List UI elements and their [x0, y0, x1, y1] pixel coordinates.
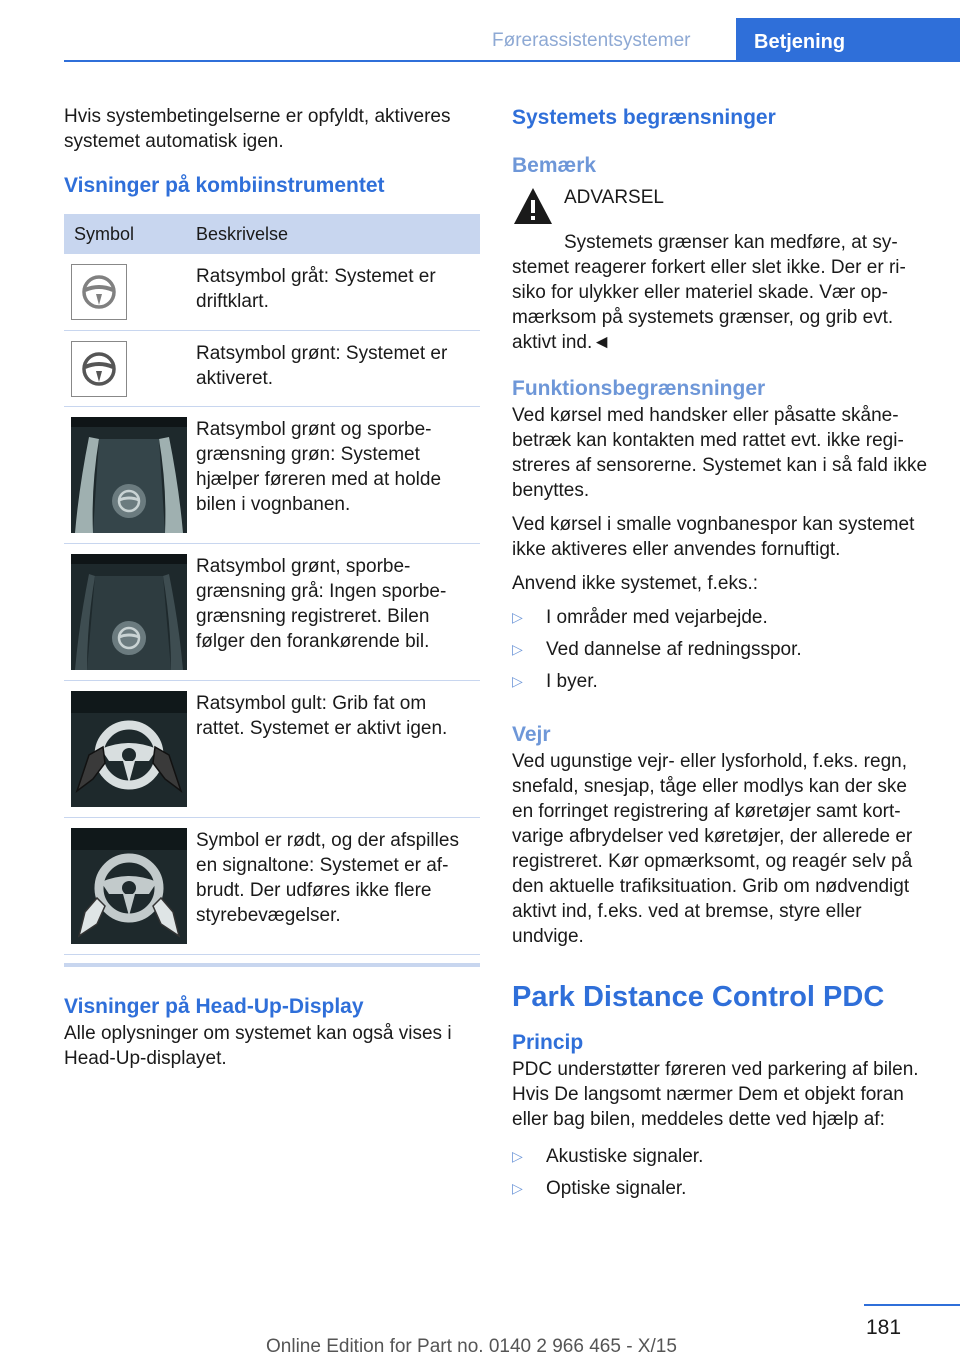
table-row	[64, 680, 480, 817]
list-item: ▷ Ved dannelse af redningsspor.	[512, 639, 802, 660]
warning-text: Systemets grænser kan medføre, at systemet reagerer forkert eller slet ikke. Der er risiko for ulykker eller materiel skade. Vær opmærksom på systemets grænser, og grib evt. aktivt ind.◄	[512, 232, 906, 353]
warning-box	[512, 184, 932, 226]
row-desc: Ratsymbol grønt, sporbegrænsning grå: Ingen sporbegrænsning registreret. Bilen følger den forankørende bil.	[188, 543, 480, 680]
list-item: ▷ I byer.	[512, 671, 598, 692]
steering-wheel-grey-icon	[71, 264, 127, 320]
row-desc: Symbol er rødt, og der afspilles en signaltone: Systemet er afbrudt. Der udføres ikke flere styrebevægelser.	[188, 817, 480, 954]
table-row	[64, 543, 480, 680]
intro-paragraph: Hvis systembetingelserne er opfyldt, aktiveres systemet automatisk igen.	[64, 106, 451, 152]
table-row	[64, 817, 480, 954]
footer-edition: Online Edition for Part no. 0140 2 966 465 - X/15	[266, 1336, 677, 1357]
heading-func: Funktionsbegrænsninger	[512, 377, 766, 400]
col-desc-header: Beskrivelse	[188, 214, 480, 254]
bullet-triangle-icon: ▷	[512, 609, 523, 625]
table-row	[64, 254, 480, 330]
func-paragraph-3: Anvend ikke systemet, f.eks.:	[512, 573, 759, 594]
bullet-triangle-icon: ▷	[512, 641, 523, 657]
heading-limits: Systemets begrænsninger	[512, 106, 776, 129]
list-item: ▷ I områder med vejarbejde.	[512, 607, 768, 628]
bullet-triangle-icon: ▷	[512, 673, 523, 689]
right-column	[512, 104, 932, 1208]
header-section-title: Førerassistentsystemer	[492, 30, 691, 51]
warning-triangle-icon	[512, 186, 554, 226]
weather-paragraph: Ved ugunstige vejr- eller lysforhold, f.eks. regn, snefald, snesjap, tåge eller modlys kan der ske en forringet registrering af køretøjer samt kortvarige afbrydelser ved køretøjer, der allerede er registreret. Kør opmærksomt, og reagér selv på den aktuelle trafiksituation. Grib om nødvendigt aktivt ind, f.eks. ved at bremse, styre eller undvige.	[512, 751, 913, 947]
heading-pdc: Park Distance Control PDC	[512, 981, 885, 1013]
hud-paragraph: Alle oplysninger om systemet kan også vises i Head-Up-displayet.	[64, 1022, 452, 1069]
lane-display-green-image	[71, 417, 187, 533]
heading-kombi: Visninger på kombiinstrumentet	[64, 174, 385, 197]
bullet-triangle-icon: ▷	[512, 1180, 523, 1196]
table-row	[64, 406, 480, 543]
left-column	[64, 104, 480, 1080]
table-header-row	[64, 214, 480, 254]
table-end-rule	[64, 963, 480, 967]
row-desc: Ratsymbol gult: Grib fat om rattet. Systemet er aktivt igen.	[188, 680, 480, 817]
heading-princip: Princip	[512, 1031, 584, 1054]
table-row	[64, 330, 480, 406]
func-paragraph-1: Ved kørsel med handsker eller påsatte skånebetræk kan kontakten med rattet evt. ikke registreres af sensorerne. Systemet kan i så fald ikke benyttes.	[512, 405, 928, 501]
header-chapter-tab: Betjening	[736, 18, 960, 62]
func-list	[512, 605, 932, 701]
list-item: ▷ Optiske signaler.	[512, 1178, 687, 1199]
col-symbol-header: Symbol	[64, 214, 188, 254]
func-paragraph-2: Ved kørsel i smalle vognbanespor kan systemet ikke aktiveres eller anvendes fornuftigt.	[512, 514, 915, 560]
symbol-table	[64, 214, 480, 955]
lane-display-grey-image	[71, 554, 187, 670]
row-desc: Ratsymbol grønt og sporbegrænsning grøn: Systemet hjælper føreren med at holde bilen i vognbanen.	[188, 406, 480, 543]
warning-title: ADVARSEL	[564, 187, 664, 208]
heading-weather: Vejr	[512, 723, 551, 746]
row-desc: Ratsymbol gråt: Systemet er driftklart.	[188, 254, 480, 330]
heading-hud: Visninger på Head-Up-Display	[64, 994, 364, 1018]
princip-paragraph: PDC understøtter føreren ved parkering af bilen. Hvis De langsomt nærmer Dem et objekt foran eller bag bilen, meddeles dette ved hjælp af:	[512, 1059, 919, 1130]
princip-list	[512, 1144, 932, 1208]
hands-on-wheel-red-image	[71, 828, 187, 944]
header-rule	[64, 60, 960, 62]
heading-note: Bemærk	[512, 154, 597, 177]
row-desc: Ratsymbol grønt: Systemet er aktiveret.	[188, 330, 480, 406]
list-item: ▷ Akustiske signaler.	[512, 1146, 704, 1167]
steering-wheel-green-icon	[71, 341, 127, 397]
hands-on-wheel-yellow-image	[71, 691, 187, 807]
footer-rule	[864, 1304, 960, 1306]
bullet-triangle-icon: ▷	[512, 1148, 523, 1164]
page-number: 181	[866, 1316, 902, 1339]
